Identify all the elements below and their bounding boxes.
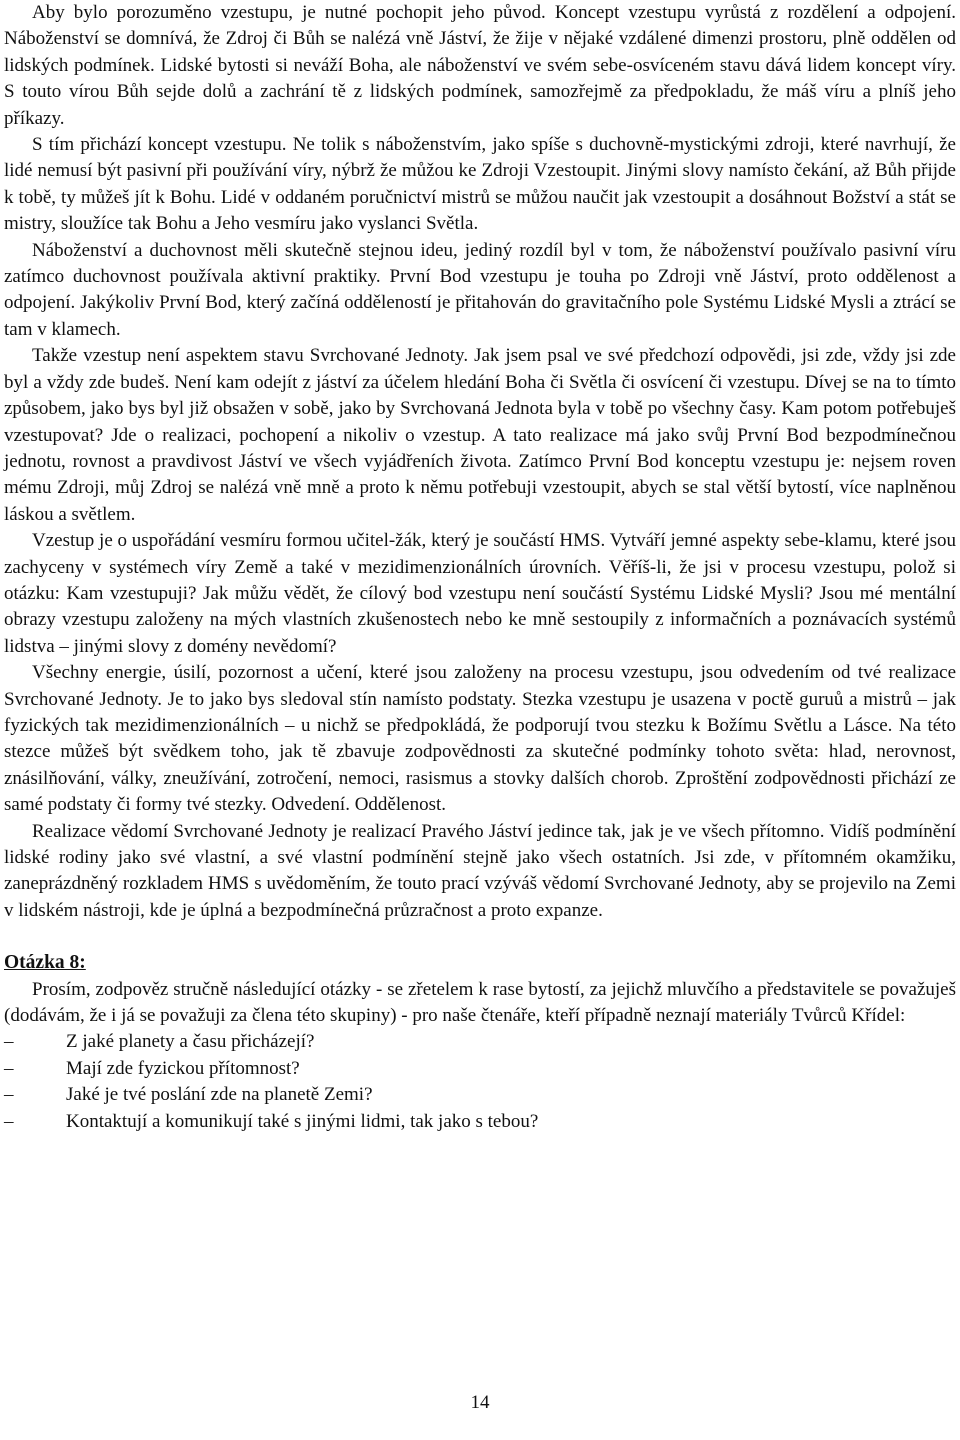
question-item (4, 1056, 956, 1082)
paragraph-sovereign-integral: Takže vzestup není aspektem stavu Svrchované Jednoty. Jak jsem psal ve své předchozí odpovědi, jsi zde, vždy jsi zde byl a vždy zde budeš. Není kam odejít z jáství za účelem hledání Boha či Světla či osvícení či vzestupu. Dívej se na to tímto způsobem, jako bys byl již obsažen v sobě, jako by Svrchovaná Jednota byla v tobě po všechny časy. Kam potom potřebuješ vzestupovat? Jde o realizaci, pochopení a nikoliv o vzestup. A tato realizace má jako svůj První Bod bezpodmínečnou jednotu, rovnost a pravdivost Jáství ve všech vyjádřeních života. Zatímco První Bod konceptu vzestupu je: nejsem roven mému Zdroji, můj Zdroj se nalézá vně mně a proto k němu potřebuji vzestoupit, abych se stal větší bytostí, více naplněnou láskou a světlem. (4, 345, 956, 525)
paragraph-realization: Realizace vědomí Svrchované Jednoty je realizací Pravého Jáství jedince tak, jak je ve všech přítomno. Vidíš podmínění lidské rodiny jako své vlastní, a své vlastní podmínění stejně jako všech ostatních. Jsi zde, v přítomném okamžiku, zaneprázdněný rozkladem HMS s uvědoměním, že touto prací vzýváš vědomí Svrchované Jednoty, aby se projevilo na Zemi v lidském nástroji, kde je úplná a bezpodmínečná průzračnost a proto expanze. (4, 820, 956, 921)
paragraph-concept-of-ascension: S tím přichází koncept vzestupu. Ne tolik s náboženstvím, jako spíše s duchovně-mystickými zdroji, které navrhují, že lidé nemusí být pasivní při používání víry, nýbrž že můžou ke Zdroji Vzestoupit. Jinými slovy namísto čekání, až Bůh přijde k tobě, ty můžeš jít k Bohu. Lidé v oddaném poručnictví mistrů se můžou naučit jak vzestoupit a dosáhnout Božství a stát se mistry, sloužíce tak Bohu a Jeho vesmíru jako vyslanci Světla. (4, 134, 956, 235)
paragraph-teacher-student: Vzestup je o uspořádání vesmíru formou učitel-žák, který je součástí HMS. Vytváří jemné aspekty sebe-klamu, které jsou zachyceny v systémech víry Země a také v mezidimenzionálních úrovních. Věříš-li, že jsi v procesu vzestupu, polož si otázku: Kam vzestupuji? Jak můžu vědět, že cílový bod vzestupu není součástí Systému Lidské Mysli? Jsou mé mentální obrazy vzestupu založeny na mých vlastních zkušenostech nebo ke mně sestoupily z informačních a poznávacích systémů lidstva – jinými slovy z domény nevědomí? (4, 530, 956, 657)
paragraph-origin-of-ascension: Aby bylo porozuměno vzestupu, je nutné pochopit jeho původ. Koncept vzestupu vyrůstá z rozdělení a odpojení. Náboženství se domnívá, že Zdroj či Bůh se nalézá vně Jáství, že žije v nějaké vzdálené dimenzi prostoru, plně oddělen od lidských podmínek. Lidské bytosti si neváží Boha, ale náboženství ve svém sebe-osvíceném stavu dává lidem koncept víry. S touto vírou Bůh sejde dolů a zachrání tě z lidských podmínek, samozřejmě za předpokladu, že máš víru a plníš jeho příkazy. (4, 2, 956, 129)
document-page (4, 0, 956, 1135)
question-text: Jaké je tvé poslání zde na planetě Zemi? (66, 1084, 373, 1106)
paragraph-energies-and-efforts: Všechny energie, úsilí, pozornost a učení, které jsou založeny na procesu vzestupu, jsou odvedením od tvé realizace Svrchované Jednoty. Je to jako bys sledoval stín namísto podstaty. Stezka vzestupu je usazena v poctě guruů a mistrů – jak fyzických tak mezidimenzionálních – u nichž se předpokládá, že podporují tvou stezku k Božímu Světlu a Lásce. Na této stezce můžeš být svědkem toho, jak tě zbavuje zodpovědnosti za skutečné podmínky tohoto světa: hlad, nerovnost, znásilňování, války, zneužívání, zotročení, nemoci, rasismus a stovky dalších chorob. Zproštění zodpovědnosti přichází ze samé podstaty či formy tvé stezky. Odvedení. Oddělenost. (4, 662, 956, 816)
page-number: 14 (470, 1392, 490, 1413)
question-item (4, 1029, 956, 1055)
dash-bullet: – (4, 1084, 14, 1106)
question-item (4, 1082, 956, 1108)
question-list (4, 1029, 956, 1135)
paragraph-religion-and-spirituality: Náboženství a duchovnost měli skutečně stejnou ideu, jediný rozdíl byl v tom, že náboženství používalo pasivní víru zatímco duchovnost používala aktivní praktiky. První Bod vzestupu je touha po Zdroji vně Jáství, proto oddělenost a odpojení. Jakýkoliv První Bod, který začíná odděleností je přitahován do gravitačního pole Systému Lidské Mysli a ztrácí se tam v klamech. (4, 239, 956, 340)
question-text: Z jaké planety a času přicházejí? (66, 1031, 315, 1053)
dash-bullet: – (4, 1031, 14, 1053)
dash-bullet: – (4, 1057, 14, 1079)
question-text: Kontaktují a komunikují také s jinými lidmi, tak jako s tebou? (66, 1110, 539, 1132)
question-item (4, 1109, 956, 1135)
question-heading: Otázka 8: (4, 952, 86, 974)
question-text: Mají zde fyzickou přítomnost? (66, 1057, 300, 1079)
question-intro: Prosím, zodpověz stručně následující otázky - se zřetelem k rase bytostí, za jejichž mluvčího a představitele se považuješ (dodávám, že i já se považuji za člena této skupiny) - pro naše čtenáře, kteří případně neznají materiály Tvůrců Křídel: (4, 978, 956, 1027)
dash-bullet: – (4, 1110, 14, 1132)
